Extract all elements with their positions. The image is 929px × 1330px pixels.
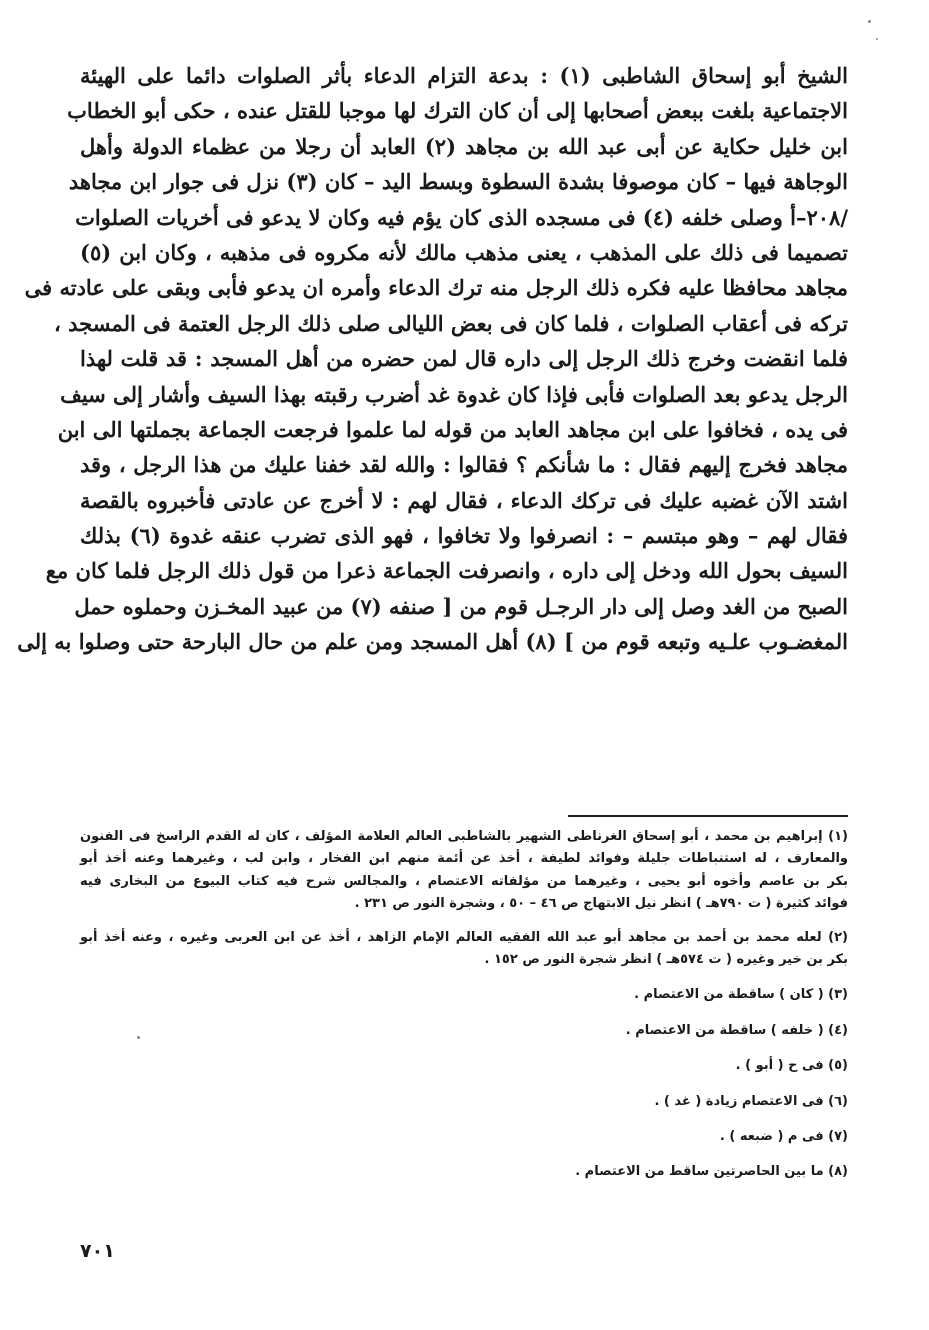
body-line: فلما انقضت وخرج ذلك الرجل إلى داره قال لمن حضره من أهل المسجد : قد قلت لهذا bbox=[80, 346, 848, 372]
footnote-separator-rule bbox=[568, 815, 848, 817]
body-line: الشيخ أبو إسحاق الشاطبى (١) : بدعة التزام الدعاء بأثر الصلوات دائما على الهيئة bbox=[80, 63, 848, 88]
footnote-7 bbox=[80, 1126, 848, 1148]
body-line: فى يده ، فخافوا على ابن مجاهد العابد من قوله لما علموا فرجعت الجماعة بجملتها الى ابن bbox=[57, 416, 848, 442]
main-body-text bbox=[17, 58, 848, 660]
footnote-line: بكر بن خير وغيره ( ت ٥٧٤هـ ) انظر شجرة النور ص ١٥٢ . bbox=[484, 951, 848, 967]
footnote-line: (١) إبراهيم بن محمد ، أبو إسحاق الغرناطى الشهير بالشاطبى العالم العلامة المؤلف ، كان له القدم الراسخ فى الفنون bbox=[80, 829, 848, 844]
footnote-line: (٥) فى ح ( أبو ) . bbox=[735, 1058, 848, 1074]
footnotes-section bbox=[80, 826, 848, 1184]
scan-speck bbox=[137, 1036, 140, 1039]
footnote-line: (٨) ما بين الحاصرتين ساقط من الاعتصام . bbox=[575, 1164, 848, 1180]
body-line: الصبح من الغد وصل إلى دار الرجـل قوم من [ صنفه (٧) من عبيد المخـزن وحملوه حمل bbox=[74, 593, 848, 619]
footnote-line: فوائد كثيرة ( ت ٧٩٠هـ ) انظر نيل الابتهاج ص ٤٦ – ٥٠ ، وشجرة النور ص ٢٣١ . bbox=[354, 896, 848, 912]
footnote-4 bbox=[80, 1020, 848, 1042]
footnote-8 bbox=[80, 1161, 848, 1183]
footnote-5 bbox=[80, 1055, 848, 1077]
footnote-line: بكر بن عاصم وأخوه أبو يحيى ، وغيرهما من مؤلفاته الاعتصام ، والمجالس شرح فيه كتاب البيوع من البخارى فيه bbox=[80, 873, 848, 889]
body-line: ابن خليل حكاية عن أبى عبد الله بن مجاهد (٢) العابد أن رجلا من عظماء الدولة وأهل bbox=[80, 133, 848, 159]
body-line: السيف بحول الله ودخل إلى داره ، وانصرفت الجماعة ذعرا من قول ذلك الرجل فلما كان مع bbox=[45, 558, 848, 584]
footnote-2 bbox=[80, 927, 848, 972]
footnote-line: (٣) ( كان ) ساقطة من الاعتصام . bbox=[634, 987, 848, 1003]
body-line: تركه فى أعقاب الصلوات ، فلما كان فى بعض الليالى صلى ذلك الرجل العتمة فى المسجد ، bbox=[54, 310, 848, 336]
page-number: ٧٠١ bbox=[80, 1240, 115, 1262]
footnote-line: (٤) ( خلفه ) ساقطة من الاعتصام . bbox=[625, 1022, 848, 1038]
footnote-line: والمعارف ، له استنباطات جليلة وفوائد لطيفة ، أخذ عن أئمة منهم ابن الفخار ، وابن لب ، وغيرهما وعنه أخذ أبو bbox=[80, 851, 848, 867]
body-line: تصميما فى ذلك على المذهب ، يعنى مذهب مالك لأنه مكروه فى مذهبه ، وكان ابن (٥) bbox=[80, 239, 848, 265]
body-line: مجاهد محافظا عليه فكره ذلك الرجل منه ترك الدعاء وأمره ان يدعو فأبى وبقى على عادته فى bbox=[24, 275, 848, 301]
body-line: الرجل يدعو بعد الصلوات فأبى فإذا كان غدوة غد أضرب رقبته بهذا السيف وأشار إلى سيف bbox=[60, 381, 848, 407]
body-line: اشتد الآن غضبه عليك فى تركك الدعاء ، فقال لهم : لا أخرج عن عادتى فأخبروه بالقصة bbox=[80, 487, 848, 513]
footnote-1 bbox=[80, 826, 848, 916]
footnote-line: (٢) لعله محمد بن أحمد بن مجاهد أبو عبد الله الفقيه العالم الإمام الزاهد ، أخذ عن ابن العربى وغيره ، وعنه أخذ أبو bbox=[80, 929, 848, 945]
body-line: الوجاهة فيها – كان موصوفا بشدة السطوة وبسط اليد – كان (٣) نزل فى جوار ابن مجاهد bbox=[68, 169, 848, 195]
footnote-3 bbox=[80, 984, 848, 1006]
scan-speck bbox=[868, 20, 871, 23]
scan-speck bbox=[876, 38, 878, 40]
body-line: المغضـوب علـيه وتبعه قوم من ] (٨) أهل المسجد ومن علم من حال البارحة حتى وصلوا به إلى bbox=[17, 629, 848, 655]
footnote-line: (٦) فى الاعتصام زيادة ( غد ) . bbox=[654, 1093, 848, 1109]
footnote-line: (٧) فى م ( ضبعه ) . bbox=[719, 1128, 848, 1144]
footnote-6 bbox=[80, 1091, 848, 1113]
body-line: /٢٠٨–أ وصلى خلفه (٤) فى مسجده الذى كان يؤم فيه وكان لا يدعو فى أخريات الصلوات bbox=[75, 204, 848, 230]
body-line: مجاهد فخرج إليهم فقال : ما شأنكم ؟ فقالوا : والله لقد خفنا عليك من هذا الرجل ، وقد bbox=[80, 452, 848, 478]
body-line: فقال لهم – وهو مبتسم – : انصرفوا ولا تخافوا ، فهو الذى تضرب عنقه غدوة (٦) بذلك bbox=[80, 523, 848, 549]
body-line: الاجتماعية بلغت ببعض أصحابها إلى أن كان الترك لها موجبا للقتل عنده ، حكى أبو الخطاب bbox=[67, 98, 848, 124]
